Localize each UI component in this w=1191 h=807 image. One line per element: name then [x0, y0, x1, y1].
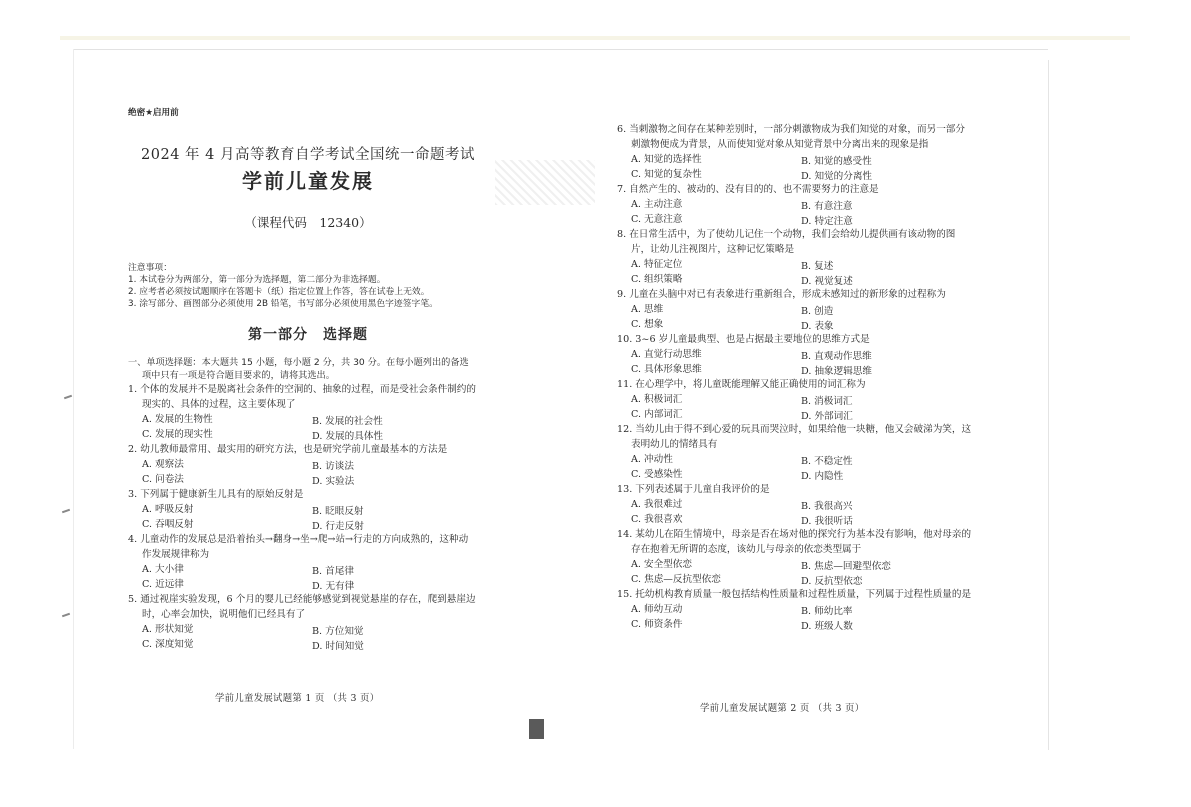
confidential-mark: 绝密★启用前: [128, 108, 179, 118]
option: B. 师幼比率: [801, 606, 853, 617]
question-stem-cont: 表明幼儿的情绪具有: [631, 439, 718, 450]
option: C. 受感染性: [631, 469, 683, 480]
question: [128, 592, 498, 652]
notes-heading: 注意事项：: [128, 263, 172, 273]
question: [128, 382, 498, 442]
option: C. 想象: [631, 319, 664, 330]
option: B. 焦虑—回避型依恋: [801, 561, 891, 572]
option: D. 反抗型依恋: [801, 576, 863, 587]
question: [617, 527, 987, 587]
sheet-border: [1048, 60, 1049, 750]
question: [617, 287, 987, 332]
option: B. 访谈法: [312, 461, 354, 472]
section-instructions: [128, 356, 508, 382]
option: B. 不稳定性: [801, 456, 853, 467]
margin-mark: [62, 613, 70, 618]
question-stem: 10. 3~6 岁儿童最典型、也是占据最主要地位的思维方式是: [617, 334, 870, 345]
option: D. 表象: [801, 321, 834, 332]
option: B. 首尾律: [312, 566, 354, 577]
question-stem-cont: 作发展规律称为: [142, 549, 210, 560]
question: [617, 482, 987, 527]
sheet-border: [73, 49, 74, 749]
option: B. 眨眼反射: [312, 506, 364, 517]
question-stem: 8. 在日常生活中，为了使幼儿记住一个动物，我们会给幼儿提供画有该动物的图: [617, 229, 956, 240]
question: [617, 122, 987, 182]
option: B. 方位知觉: [312, 626, 364, 637]
option: D. 无有律: [312, 581, 355, 592]
question: [617, 422, 987, 482]
question-stem-cont: 片，让幼儿注视图片，这种记忆策略是: [631, 244, 795, 255]
option: B. 有意注意: [801, 201, 853, 212]
option: C. 吞咽反射: [142, 519, 194, 530]
option: D. 内隐性: [801, 471, 844, 482]
option: D. 班级人数: [801, 621, 853, 632]
option: A. 师幼互动: [631, 604, 683, 615]
margin-mark: [62, 509, 70, 514]
question-stem: 6. 当刺激物之间存在某种差别时，一部分刺激物成为我们知觉的对象，而另一部分: [617, 124, 965, 135]
option: A. 呼吸反射: [142, 504, 194, 515]
question-stem: 7. 自然产生的、被动的、没有目的的、也不需要努力的注意是: [617, 184, 879, 195]
option: D. 特定注意: [801, 216, 853, 227]
option: C. 我很喜欢: [631, 514, 683, 525]
exam-title: 2024 年 4 月高等教育自学考试全国统一命题考试: [141, 147, 475, 163]
question-list: [128, 382, 498, 652]
question: [128, 442, 498, 487]
question: [617, 227, 987, 287]
question-stem-cont: 现实的、具体的过程，这主要体现了: [142, 399, 296, 410]
binding-mark: [529, 719, 544, 739]
option: D. 发展的具体性: [312, 431, 384, 442]
sheet-border: [73, 49, 1048, 50]
question-stem: 5. 通过视崖实验发现，6 个月的婴儿已经能够感觉到视觉悬崖的存在，爬到悬崖边: [128, 594, 476, 605]
question: [617, 182, 987, 227]
part-title: 第一部分 选择题: [248, 327, 368, 343]
option: C. 近远律: [142, 579, 184, 590]
option: A. 发展的生物性: [142, 414, 213, 425]
option: C. 无意注意: [631, 214, 683, 225]
question: [617, 332, 987, 377]
margin-mark: [64, 395, 72, 400]
option: A. 积极词汇: [631, 394, 683, 405]
option: C. 焦虑—反抗型依恋: [631, 574, 721, 585]
option: B. 消极词汇: [801, 396, 853, 407]
question-stem: 15. 托幼机构教育质量一般包括结构性质量和过程性质量，下列属于过程性质量的是: [617, 589, 972, 600]
option: A. 思维: [631, 304, 664, 315]
option: D. 外部词汇: [801, 411, 853, 422]
subject-title: 学前儿童发展: [242, 169, 374, 193]
option: D. 视觉复述: [801, 276, 853, 287]
question: [617, 377, 987, 422]
question: [128, 532, 498, 592]
option: C. 组织策略: [631, 274, 683, 285]
option: B. 创造: [801, 306, 834, 317]
option: D. 知觉的分离性: [801, 171, 873, 182]
option: A. 主动注意: [631, 199, 683, 210]
watermark: [495, 160, 595, 205]
note-item: 1. 本试卷分为两部分，第一部分为选择题，第二部分为非选择题。: [128, 275, 386, 285]
question-stem: 9. 儿童在头脑中对已有表象进行重新组合，形成未感知过的新形象的过程称为: [617, 289, 946, 300]
question-stem: 2. 幼儿教师最常用、最实用的研究方法，也是研究学前儿童最基本的方法是: [128, 444, 448, 455]
option: C. 发展的现实性: [142, 429, 213, 440]
question: [617, 587, 987, 632]
option: A. 知觉的选择性: [631, 154, 702, 165]
option: C. 深度知觉: [142, 639, 194, 650]
option: D. 我很听话: [801, 516, 853, 527]
option: C. 内部词汇: [631, 409, 683, 420]
option: D. 抽象逻辑思维: [801, 366, 873, 377]
question-stem-cont: 存在抱着无所谓的态度，该幼儿与母亲的依恋类型属于: [631, 544, 862, 555]
option: B. 发展的社会性: [312, 416, 383, 427]
option: A. 安全型依恋: [631, 559, 692, 570]
option: D. 时间知觉: [312, 641, 364, 652]
option: B. 我很高兴: [801, 501, 853, 512]
option: A. 特征定位: [631, 259, 683, 270]
option: C. 知觉的复杂性: [631, 169, 702, 180]
option: B. 知觉的感受性: [801, 156, 872, 167]
option: D. 实验法: [312, 476, 355, 487]
note-item: 3. 涂写部分、画图部分必须使用 2B 铅笔，书写部分必须使用黑色字迹签字笔。: [128, 299, 438, 309]
note-item: 2. 应考者必须按试题顺序在答题卡（纸）指定位置上作答，答在试卷上无效。: [128, 287, 430, 297]
notes: [128, 262, 500, 310]
scan-edge: [60, 36, 1130, 40]
page-footer-1: 学前儿童发展试题第 1 页 （共 3 页）: [215, 693, 380, 704]
option: A. 形状知觉: [142, 624, 194, 635]
question-stem: 1. 个体的发展并不是脱离社会条件的空洞的、抽象的过程，而是受社会条件制约的: [128, 384, 476, 395]
page-footer-2: 学前儿童发展试题第 2 页 （共 3 页）: [700, 703, 865, 714]
option: A. 我很难过: [631, 499, 683, 510]
question-stem: 11. 在心理学中，将儿童既能理解又能正确使用的词汇称为: [617, 379, 866, 390]
question-list: [617, 122, 987, 632]
option: A. 观察法: [142, 459, 184, 470]
question-stem: 13. 下列表述属于儿童自我评价的是: [617, 484, 770, 495]
question-stem: 14. 某幼儿在陌生情境中，母亲是否在场对他的探究行为基本没有影响，他对母亲的: [617, 529, 972, 540]
option: A. 大小律: [142, 564, 184, 575]
option: A. 冲动性: [631, 454, 673, 465]
question-stem: 12. 当幼儿由于得不到心爱的玩具而哭泣时，如果给他一块糖，他又会破涕为笑，这: [617, 424, 972, 435]
option: B. 直观动作思维: [801, 351, 872, 362]
question-stem: 4. 儿童动作的发展总是沿着抬头→翻身→坐→爬→站→行走的方向成熟的，这种动: [128, 534, 469, 545]
question-stem: 3. 下列属于健康新生儿具有的原始反射是: [128, 489, 304, 500]
option: C. 问卷法: [142, 474, 184, 485]
option: A. 直觉行动思维: [631, 349, 702, 360]
question-stem-cont: 时，心率会加快，说明他们已经具有了: [142, 609, 306, 620]
option: C. 具体形象思维: [631, 364, 702, 375]
option: C. 师资条件: [631, 619, 683, 630]
instruction-line: 项中只有一项是符合题目要求的，请将其选出。: [142, 370, 335, 381]
course-code: （课程代码 12340）: [244, 215, 372, 230]
question: [128, 487, 498, 532]
option: B. 复述: [801, 261, 834, 272]
question-stem-cont: 刺激物便成为背景，从而使知觉对象从知觉背景中分离出来的现象是指: [631, 139, 929, 150]
instruction-line: 一、单项选择题：本大题共 15 小题，每小题 2 分，共 30 分。在每小题列出的备选: [128, 357, 469, 368]
option: D. 行走反射: [312, 521, 364, 532]
